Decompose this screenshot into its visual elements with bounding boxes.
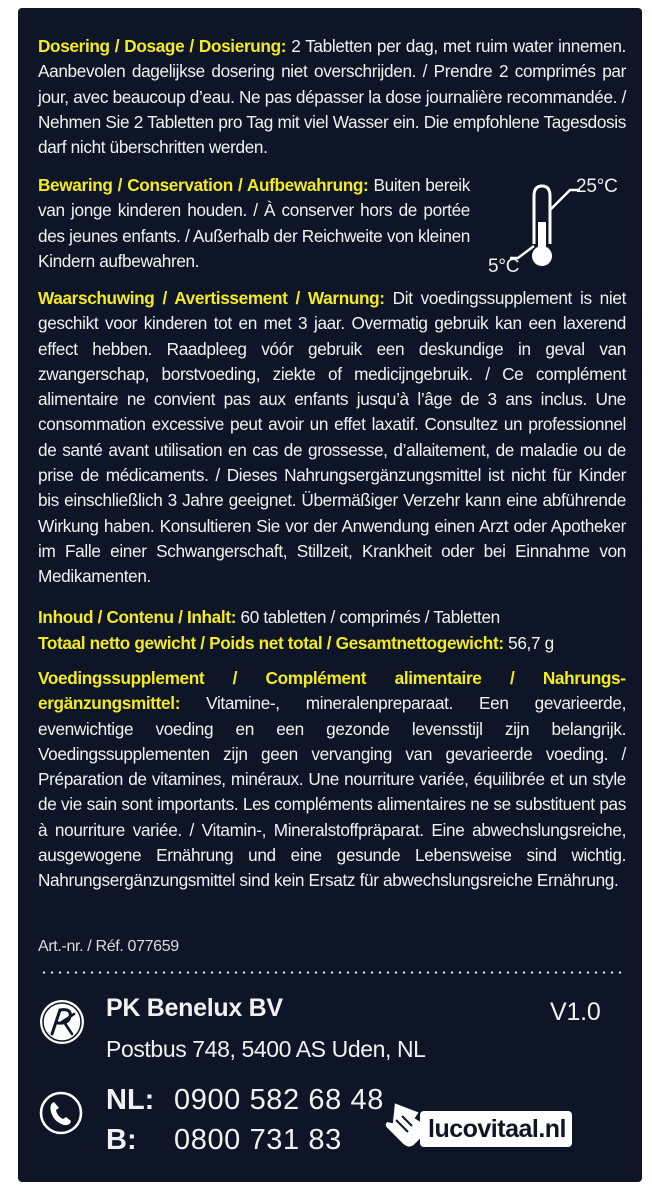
- article-number: Art.-nr. / Réf. 077659: [38, 938, 179, 955]
- supplement-heading: Voedingssupplement / Complément alimentaire / Nahrungsergänzungsmittel:: [38, 668, 626, 714]
- company-address: Postbus 748, 5400 AS Uden, NL: [106, 1036, 426, 1062]
- supplement-paragraph: [38, 666, 626, 894]
- temp-min-label: 5°C: [488, 256, 520, 277]
- warning-paragraph: [38, 286, 626, 590]
- storage-paragraph: [38, 173, 470, 274]
- company-name: PK Benelux BV: [106, 994, 283, 1022]
- phone-b-label: B:: [106, 1124, 137, 1156]
- dotted-divider: [40, 971, 626, 974]
- phone-b-number[interactable]: 0800 731 83: [174, 1124, 342, 1156]
- contents-text: 60 tabletten / comprimés / Tabletten: [236, 607, 500, 627]
- net-weight-text: 56,7 g: [503, 633, 554, 653]
- dosage-heading: Dosering / Dosage / Dosierung:: [38, 36, 287, 56]
- storage-temperature: [484, 172, 618, 282]
- temp-max-label: 25°C: [576, 176, 618, 197]
- storage-text: Buiten bereik van jonge kinderen houden. / À conserver hors de portée des jeunes enfants. / Außerhalb der Reichweite von kleinen Kindern aufbewahren.: [38, 175, 470, 271]
- dosage-paragraph: [38, 34, 626, 160]
- net-weight-line: [38, 631, 626, 656]
- phone-nl-label: NL:: [106, 1084, 155, 1116]
- contents-line: [38, 605, 626, 630]
- warning-heading: Waarschuwing / Avertissement / Warnung:: [38, 288, 385, 308]
- supplement-text: Vitamine-, mineralenpreparaat. Een gevarieerde, evenwichtige voeding en een gezonde levensstijl zijn belangrijk. Voedingssupplementen zijn geen vervanging van gevarieerde voeding. / Préparation de vitamines, minéraux. Une nourriture variée, équilibrée et un style de vie sain sont importants. Les compléments alimentaires ne se substituent pas à nourriture variée. / Vitamin-, Mineralstoffpräparat. Eine abwechslungsreiche, ausgewogene Ernährung und eine gesunde Lebensweise sind wichtig. Nahrungsergänzungsmittel sind kein Ersatz für abwechslungsreiche Ernährung.: [38, 693, 626, 891]
- phone-nl-number[interactable]: 0900 582 68 48: [174, 1084, 384, 1116]
- warning-text: Dit voedingssupplement is niet geschikt voor kinderen tot en met 3 jaar. Overmatig gebruik kan een laxerend effect hebben. Raadpleeg vóór gebruik een deskundige in geval van zwangerschap, borstvoeding, ziekte of medicijngebruik. / Ce complément alimentaire ne convient pas aux enfants jusqu’à l’âge de 3 ans inclus. Une consommation excessive peut avoir un effet laxatif. Consultez un professionnel de santé avant utilisation en cas de grossesse, d’allaitement, de maladie ou de prise de médicaments. / Dieses Nahrungsergänzungsmittel ist nicht für Kinder bis einschließlich 3 Jahre geeignet. Übermäßiger Verzehr kann eine abführende Wirkung haben. Konsultieren Sie vor der Anwendung einen Arzt oder Apotheker im Falle einer Schwangerschaft, Stillzeit, Krankheit oder bei Einnahme von Medikamenten.: [38, 288, 626, 587]
- website-link[interactable]: lucovitaal.nl: [420, 1111, 572, 1147]
- phone-icon: [38, 1090, 84, 1136]
- storage-heading: Bewaring / Conservation / Aufbewahrung:: [38, 175, 369, 195]
- product-label-back: [18, 8, 642, 1182]
- contents-heading: Inhoud / Contenu / Inhalt:: [38, 607, 237, 627]
- dosage-text: 2 Tabletten per dag, met ruim water innemen. Aanbevolen dagelijkse dosering niet overschrijden. / Prendre 2 comprimés par jour, avec beaucoup d’eau. Ne pas dépasser la dose journalière recommandée. / Nehmen Sie 2 Tabletten pro Tag mit viel Wasser ein. Die empfohlene Tagesdosis darf nicht überschritten werden.: [38, 36, 626, 158]
- pk-logo-icon: [38, 998, 86, 1046]
- version-label: V1.0: [550, 998, 601, 1026]
- net-weight-heading: Totaal netto gewicht / Poids net total / Gesamtnettogewicht:: [38, 633, 504, 653]
